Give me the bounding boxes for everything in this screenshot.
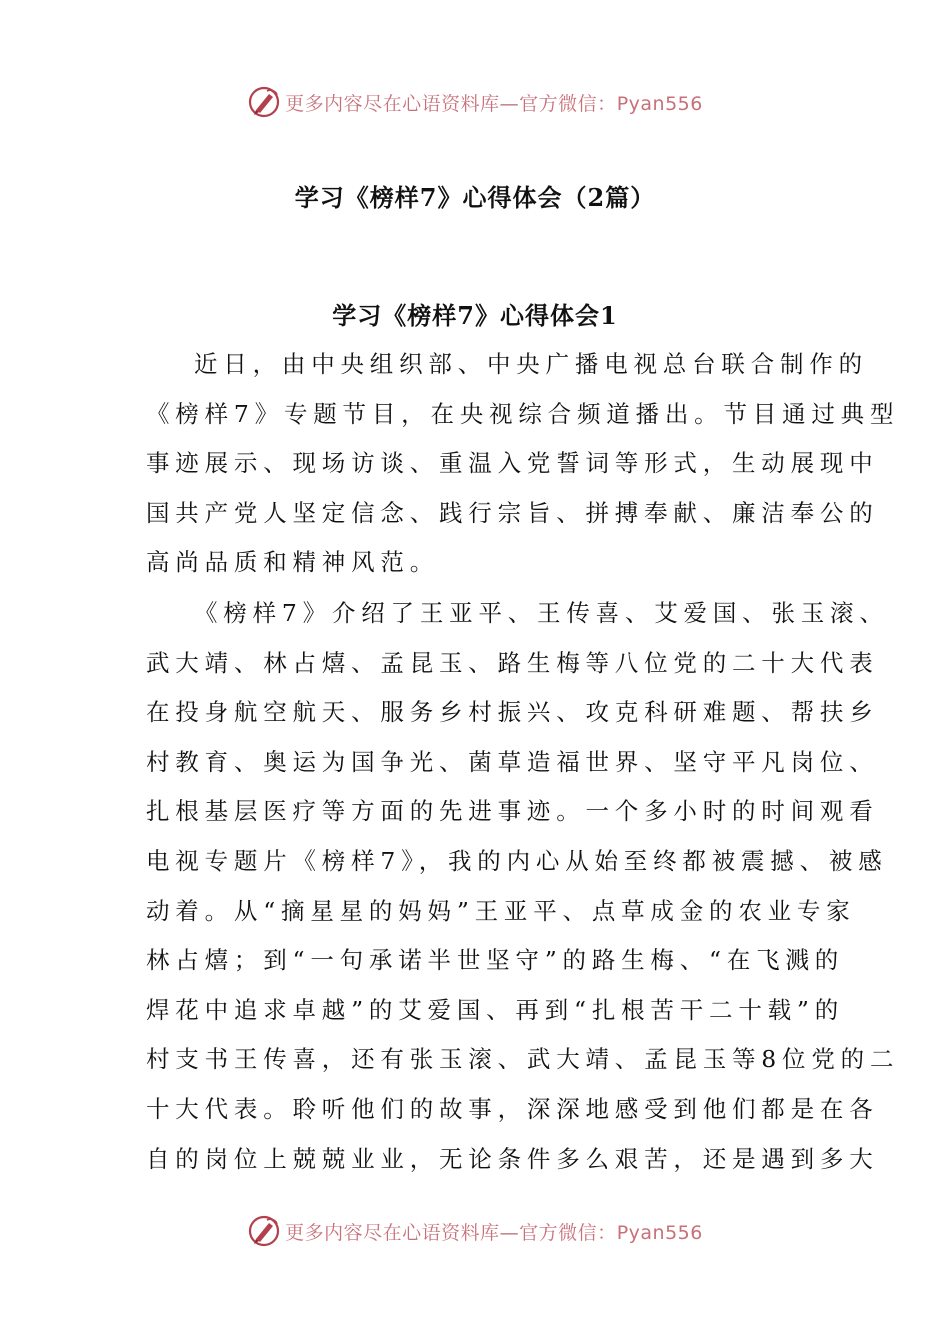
paragraph-line: 村教育、奥运为国争光、菌草造福世界、坚守平凡岗位、 <box>146 747 879 776</box>
paragraph-line: 林占熺；到“一句承诺半世坚守”的路生梅、“在飞溅的 <box>146 946 845 975</box>
watermark-wechat-label: 官方微信： <box>519 1221 617 1244</box>
paragraph-line: 《榜样7》介绍了王亚平、王传喜、艾爱国、张玉滚、 <box>194 599 889 627</box>
watermark-wechat-id: Pyan556 <box>616 1221 703 1244</box>
watermark-wechat-label: 官方微信： <box>519 92 617 115</box>
paragraph-line: 高尚品质和精神风范。 <box>146 548 439 577</box>
watermark-text <box>285 89 703 116</box>
watermark-wechat-id: Pyan556 <box>616 92 703 115</box>
paragraph-line: 事迹展示、现场访谈、重温入党誓词等形式，生动展现中 <box>146 449 879 478</box>
watermark-banner-top <box>0 82 950 122</box>
paragraph-line: 国共产党人坚定信念、践行宗旨、拼搏奉献、廉洁奉公的 <box>146 498 879 527</box>
pen-logo-icon <box>247 1214 281 1248</box>
paragraph-line: 电视专题片《榜样7》，我的内心从始至终都被震撼、被感 <box>146 846 888 875</box>
watermark-separator: — <box>499 92 520 115</box>
watermark-main: 更多内容尽在心语资料库 <box>285 1221 500 1244</box>
paragraph-line: 动着。从“摘星星的妈妈”王亚平、点草成金的农业专家 <box>146 896 856 925</box>
paragraph-line: 焊花中追求卓越”的艾爱国、再到“扎根苦干二十载”的 <box>146 995 845 1024</box>
paragraph-line: 近日，由中央组织部、中央广播电视总台联合制作的 <box>194 350 868 378</box>
paragraph-line: 扎根基层医疗等方面的先进事迹。一个多小时的时间观看 <box>146 797 879 826</box>
paragraph-line: 村支书王传喜，还有张玉滚、武大靖、孟昆玉等8位党的二 <box>146 1045 900 1074</box>
pen-logo-icon <box>247 85 281 119</box>
watermark-main: 更多内容尽在心语资料库 <box>285 92 500 115</box>
paragraph-line: 《榜样7》专题节目，在央视综合频道播出。节目通过典型 <box>146 399 900 428</box>
paragraph-line: 自的岗位上兢兢业业，无论条件多么艰苦，还是遇到多大 <box>146 1144 879 1173</box>
watermark-separator: — <box>499 1221 520 1244</box>
watermark-text <box>285 1218 703 1245</box>
watermark-banner-bottom <box>0 1211 950 1251</box>
document-title: 学习《榜样7》心得体会（2篇） <box>294 183 656 212</box>
paragraph-line: 十大代表。聆听他们的故事，深深地感受到他们都是在各 <box>146 1094 879 1123</box>
section-title: 学习《榜样7》心得体会1 <box>332 301 618 330</box>
paragraph-1 <box>146 340 900 588</box>
paragraph-line: 武大靖、林占熺、孟昆玉、路生梅等八位党的二十大代表 <box>146 648 879 677</box>
paragraph-line: 在投身航空航天、服务乡村振兴、攻克科研难题、帮扶乡 <box>146 698 879 727</box>
paragraph-2 <box>146 589 900 1184</box>
